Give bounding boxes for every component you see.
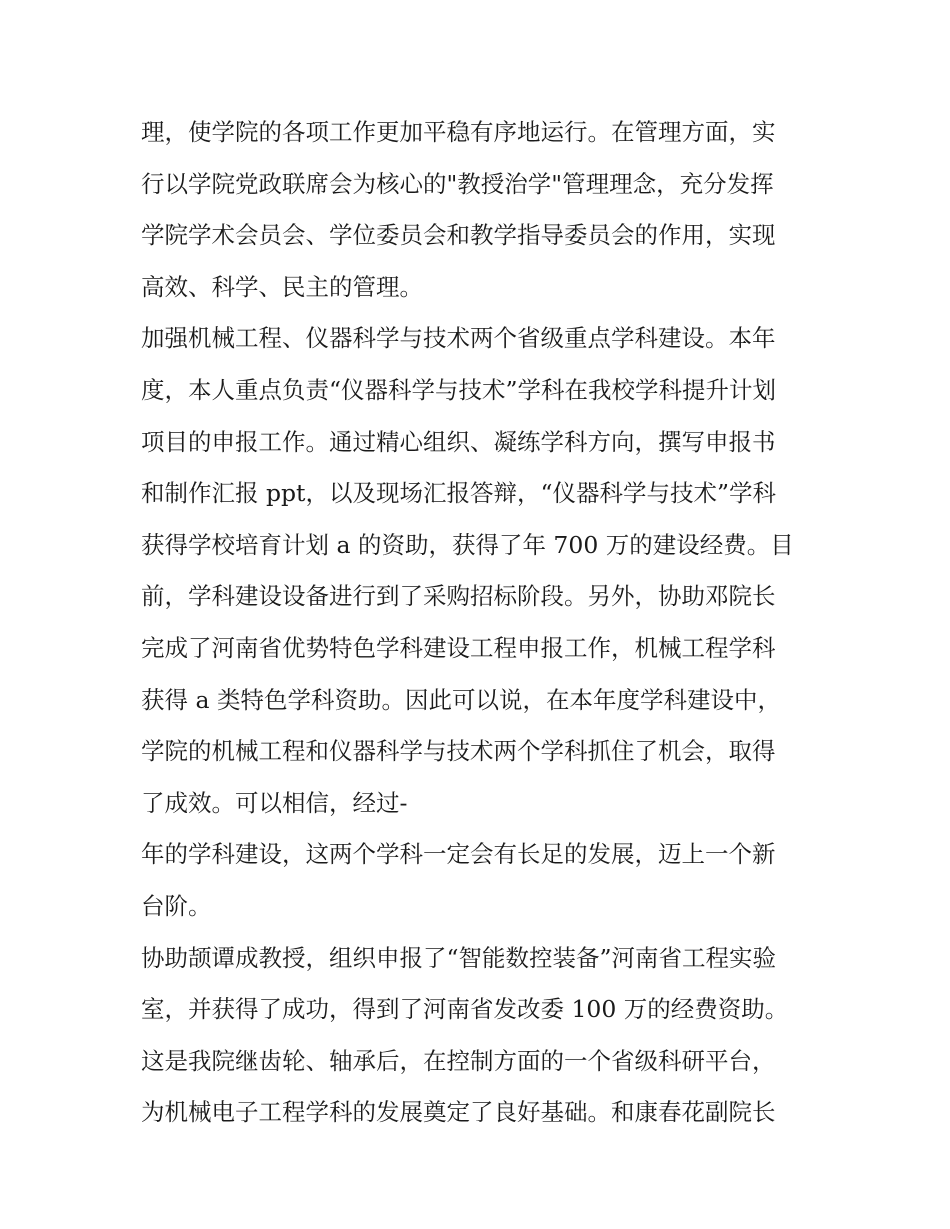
text-line: 室，并获得了成功，得到了河南省发改委 100 万的经费资助。 [141,995,789,1024]
text-line: 了成效。可以相信，经过- [141,788,408,817]
text-line: 和制作汇报 ppt，以及现场汇报答辩，“仪器科学与技术”学科 [141,479,777,508]
text-line: 学院学术会员会、学位委员会和教学指导委员会的作用，实现 [141,221,776,250]
text-line: 高效、科学、民主的管理。 [141,272,423,301]
text-line: 协助颉谭成教授，组织申报了“智能数控装备”河南省工程实验 [141,943,777,972]
text-line: 加强机械工程、仪器科学与技术两个省级重点学科建设。本年 [141,324,776,353]
text-line: 度，本人重点负责“仪器科学与技术”学科在我校学科提升计划 [141,375,777,404]
text-line: 台阶。 [141,891,212,920]
text-line: 获得学校培育计划 a 的资助，获得了年 700 万的建设经费。目 [141,530,794,559]
text-line: 获得 a 类特色学科资助。因此可以说，在本年度学科建设中， [141,685,781,714]
text-line: 年的学科建设，这两个学科一定会有长足的发展，迈上一个新 [141,840,776,869]
text-line: 理，使学院的各项工作更加平稳有序地运行。在管理方面，实 [141,118,776,146]
text-line: 行以学院党政联席会为核心的"教授治学"管理理念，充分发挥 [141,169,774,198]
text-line: 项目的申报工作。通过精心组织、凝练学科方向，撰写申报书 [141,427,776,456]
body-text [141,107,821,1139]
text-line: 这是我院继齿轮、轴承后，在控制方面的一个省级科研平台， [141,1046,776,1075]
text-line: 完成了河南省优势特色学科建设工程申报工作，机械工程学科 [141,633,776,662]
text-line: 为机械电子工程学科的发展奠定了良好基础。和康春花副院长 [141,1098,776,1127]
text-line: 学院的机械工程和仪器科学与技术两个学科抓住了机会，取得 [141,737,776,766]
text-line: 前，学科建设设备进行到了采购招标阶段。另外，协助邓院长 [141,582,776,611]
